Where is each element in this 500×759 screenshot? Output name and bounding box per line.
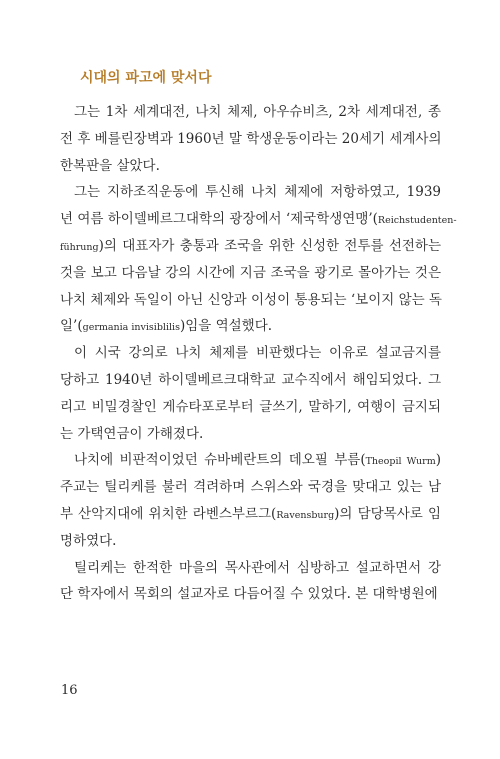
text-run: 년 여름 하이델베르그대학의 광장에서 ‘제국학생연맹’( — [60, 211, 378, 228]
text-line — [60, 233, 441, 260]
text-line — [60, 99, 441, 126]
foreign-term: führung — [60, 241, 99, 253]
text-line — [60, 474, 441, 501]
text-line — [60, 421, 441, 448]
text-run: 명하였다. — [60, 532, 117, 549]
text-run: 리고 비밀경찰인 게슈타포로부터 글쓰기, 말하기, 여행이 금지되 — [60, 398, 441, 415]
text-line — [60, 287, 441, 314]
text-line — [60, 153, 441, 180]
text-line — [60, 260, 441, 287]
text-line — [60, 206, 457, 233]
text-line — [60, 447, 441, 474]
text-run: 틸리케는 한적한 마을의 목사관에서 심방하고 설교하면서 강 — [74, 559, 441, 576]
text-run: )임을 역설했다. — [179, 318, 273, 335]
text-line — [60, 179, 441, 206]
page-number: 16 — [61, 683, 78, 698]
text-line — [60, 501, 441, 528]
text-run: 부 산악지대에 위치한 라벤스부르그( — [60, 505, 277, 522]
text-line — [60, 528, 441, 555]
text-run: 단 학자에서 목회의 설교자로 다듬어질 수 있었다. 본 대학병원에 — [60, 586, 438, 603]
text-line — [60, 313, 441, 340]
foreign-term: Reichstudenten- — [377, 215, 457, 227]
text-run: 것을 보고 다음날 강의 시간에 지금 조국을 광기로 몰아가는 것은 — [60, 264, 441, 281]
text-run: )의 대표자가 충통과 조국을 위한 신성한 전투를 선전하는 — [98, 237, 441, 254]
text-line — [60, 394, 441, 421]
text-run: 한복판을 살았다. — [60, 157, 160, 174]
text-run: 나치 체제와 독일이 아닌 신앙과 이성이 통용되는 ‘보이지 않는 독 — [60, 291, 442, 308]
text-run: )의 담당목사로 임 — [334, 505, 441, 522]
text-run: 그는 1차 세계대전, 나치 체제, 아우슈비츠, 2차 세계대전, 종 — [74, 104, 441, 120]
text-line — [60, 581, 441, 608]
text-line — [60, 555, 441, 582]
text-run: ) — [435, 452, 441, 469]
text-run: 전 후 베를린장벽과 1960년 말 학생운동이라는 20세기 세계사의 — [60, 130, 442, 147]
foreign-term: Theopil Wurm — [365, 456, 436, 468]
text-line — [60, 367, 441, 394]
text-run: 나치에 비판적이었던 슈바베란트의 데오필 부름( — [74, 452, 366, 469]
text-run: 당하고 1940년 하이델베르크대학교 교수직에서 해임되었다. 그 — [60, 371, 441, 388]
foreign-term: Ravensburg — [276, 509, 335, 521]
text-run: 일’( — [60, 318, 83, 335]
text-line — [60, 340, 441, 367]
body-text — [60, 99, 457, 608]
foreign-term: germania invisiblilis — [82, 322, 180, 334]
section-heading: 시대의 파고에 맞서다 — [80, 70, 212, 86]
text-run: 이 시국 강의로 나치 체제를 비판했다는 이유로 설교금지를 — [74, 345, 441, 362]
text-run: 그는 지하조직운동에 투신해 나치 체제에 저항하였고, 1939 — [74, 184, 441, 201]
text-run: 주교는 틸리케를 불러 격려하며 스위스와 국경을 맞대고 있는 남 — [60, 479, 441, 496]
text-line — [60, 126, 441, 153]
text-run: 는 가택연금이 가해졌다. — [60, 425, 204, 442]
